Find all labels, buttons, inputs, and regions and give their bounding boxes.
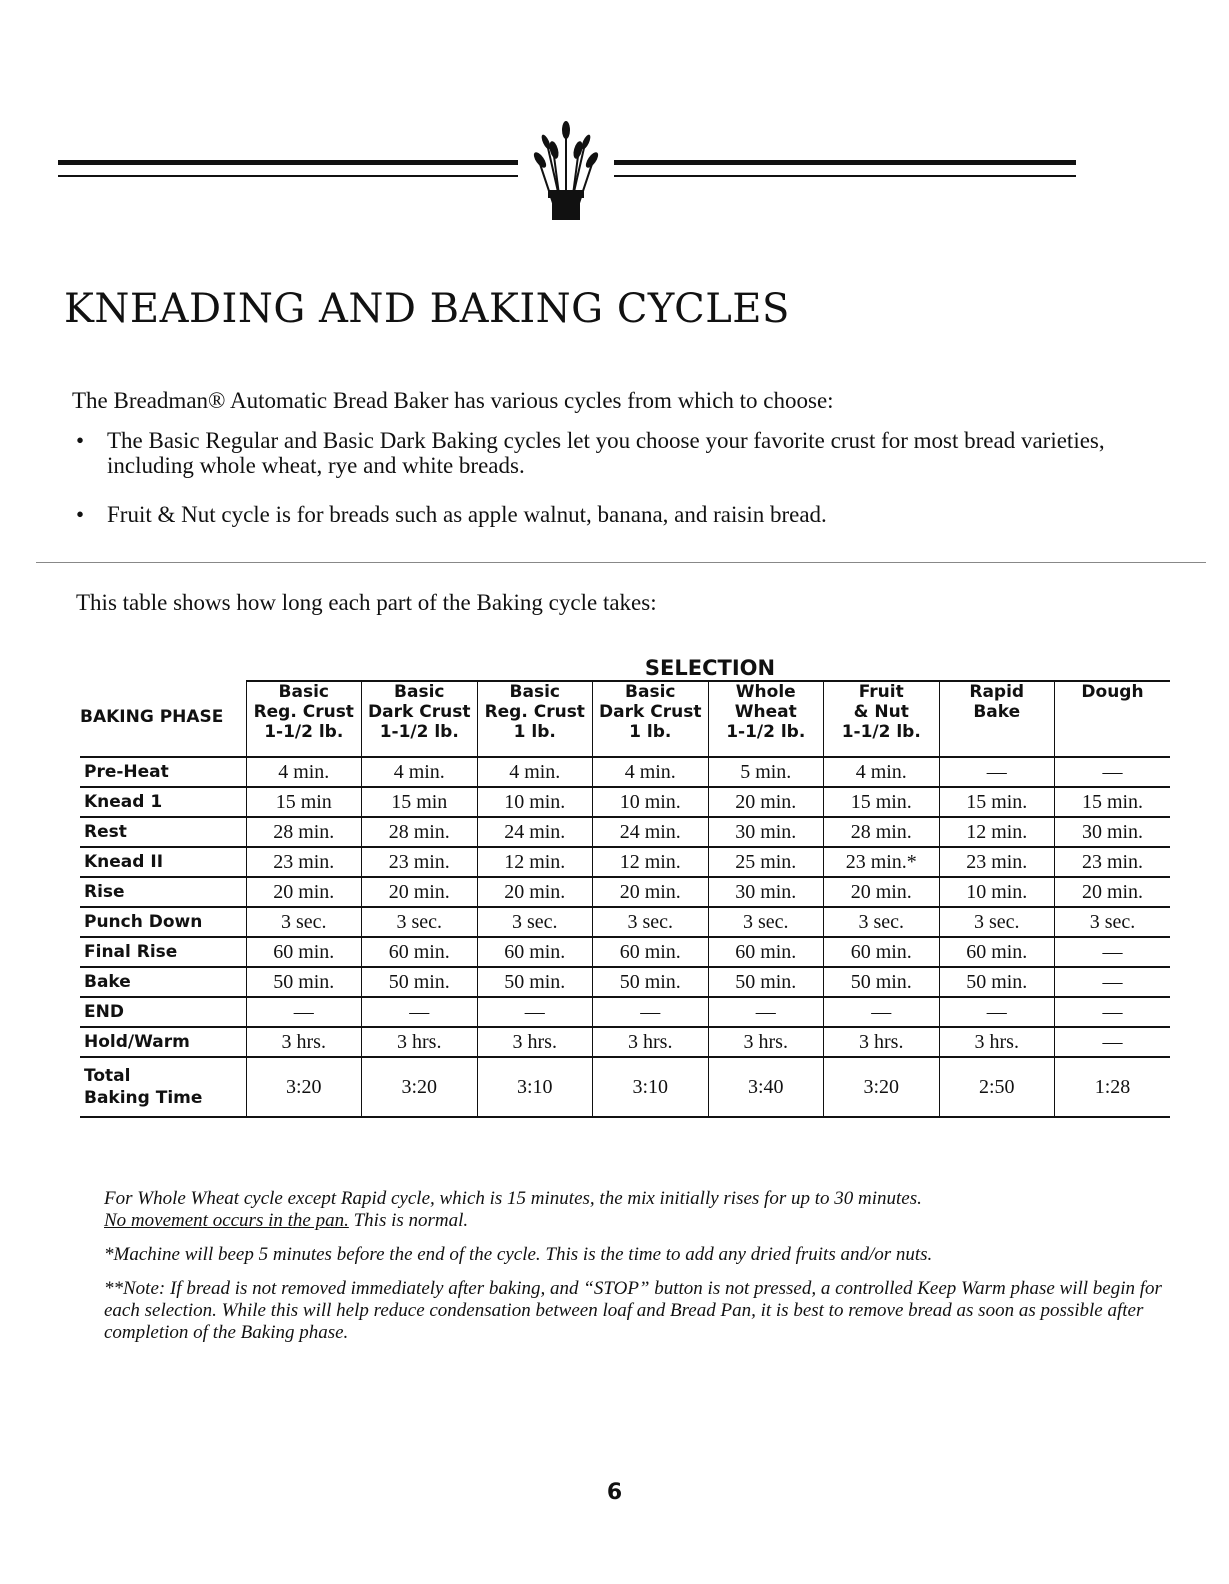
table-cell: 50 min. <box>824 967 940 997</box>
column-header: Dough <box>1055 681 1171 757</box>
table-row <box>80 937 1170 967</box>
no-movement-note: No movement occurs in the pan. <box>104 1210 349 1231</box>
table-cell: 3 hrs. <box>362 1027 478 1057</box>
table-cell: 20 min. <box>246 877 362 907</box>
table-cell: 15 min <box>246 787 362 817</box>
table-cell: 3:20 <box>246 1057 362 1117</box>
table-row <box>80 787 1170 817</box>
table-cell: 50 min. <box>939 967 1055 997</box>
table-cell: 4 min. <box>362 757 478 787</box>
total-row <box>80 1057 1170 1117</box>
table-cell: 5 min. <box>708 757 824 787</box>
section-divider <box>36 562 1206 563</box>
phase-label: Punch Down <box>80 907 246 937</box>
whole-wheat-note: For Whole Wheat cycle except Rapid cycle, which is 15 minutes, the mix initially rises for up to 30 minutes. No movement occurs in the pan. This is normal. <box>104 1188 922 1231</box>
table-cell: 10 min. <box>593 787 709 817</box>
table-cell: 23 min.* <box>824 847 940 877</box>
cycle-list <box>72 428 1132 551</box>
table-cell: 4 min. <box>593 757 709 787</box>
table-cell: 10 min. <box>939 877 1055 907</box>
table-cell: — <box>593 997 709 1027</box>
table-cell: 24 min. <box>593 817 709 847</box>
table-cell: 60 min. <box>477 937 593 967</box>
bullet-icon: • <box>76 428 85 453</box>
phase-label: Final Rise <box>80 937 246 967</box>
phase-label: Rest <box>80 817 246 847</box>
column-header-row <box>80 681 1170 757</box>
footnotes <box>104 1188 1184 1356</box>
column-header: Fruit & Nut 1-1/2 lb. <box>824 681 940 757</box>
table-cell: 60 min. <box>708 937 824 967</box>
table-cell: — <box>939 997 1055 1027</box>
total-label: Total Baking Time <box>80 1057 246 1117</box>
table-cell: 3:10 <box>593 1057 709 1117</box>
table-cell: 3 hrs. <box>708 1027 824 1057</box>
table-cell: 4 min. <box>477 757 593 787</box>
table-cell: 23 min. <box>246 847 362 877</box>
table-cell: 15 min. <box>1055 787 1171 817</box>
table-cell: 15 min <box>362 787 478 817</box>
phase-label: Knead 1 <box>80 787 246 817</box>
page-title: KNEADING AND BAKING CYCLES <box>64 286 790 332</box>
table-cell: 3 sec. <box>824 907 940 937</box>
table-cell: 25 min. <box>708 847 824 877</box>
table-cell: 4 min. <box>824 757 940 787</box>
list-item: • Fruit & Nut cycle is for breads such as apple walnut, banana, and raisin bread. <box>76 502 827 527</box>
table-cell: 30 min. <box>1055 817 1171 847</box>
bullet-icon: • <box>76 502 85 527</box>
table-intro-text: This table shows how long each part of the Baking cycle takes: <box>76 590 657 615</box>
table-cell: 12 min. <box>593 847 709 877</box>
table-cell: 60 min. <box>246 937 362 967</box>
table-cell: 60 min. <box>824 937 940 967</box>
table-row <box>80 997 1170 1027</box>
table-cell: — <box>1055 967 1171 997</box>
table-cell: 12 min. <box>477 847 593 877</box>
table-cell: 50 min. <box>477 967 593 997</box>
table-cell: — <box>362 997 478 1027</box>
table-cell: 3 sec. <box>246 907 362 937</box>
table-row <box>80 967 1170 997</box>
table-cell: 3 sec. <box>362 907 478 937</box>
table-cell: 60 min. <box>939 937 1055 967</box>
beep-note: *Machine will beep 5 minutes before the end of the cycle. This is the time to add any dried fruits and/or nuts. <box>104 1244 933 1265</box>
table-cell: 20 min. <box>824 877 940 907</box>
table-cell: 3 sec. <box>1055 907 1171 937</box>
intro-text: The Breadman® Automatic Bread Baker has various cycles from which to choose: <box>72 388 834 413</box>
table-cell: 3 hrs. <box>593 1027 709 1057</box>
table-cell: 12 min. <box>939 817 1055 847</box>
table-cell: 23 min. <box>1055 847 1171 877</box>
column-header: Basic Dark Crust 1 lb. <box>593 681 709 757</box>
wheat-sheaf-icon <box>518 118 614 226</box>
table-cell: 20 min. <box>362 877 478 907</box>
table-cell: — <box>1055 997 1171 1027</box>
table-cell: 3 hrs. <box>477 1027 593 1057</box>
column-header: Whole Wheat 1-1/2 lb. <box>708 681 824 757</box>
table-cell: 28 min. <box>824 817 940 847</box>
phase-label: Bake <box>80 967 246 997</box>
table-cell: 50 min. <box>708 967 824 997</box>
table-cell: 4 min. <box>246 757 362 787</box>
table-cell: 50 min. <box>246 967 362 997</box>
page-number: 6 <box>606 1480 623 1505</box>
table-cell: 1:28 <box>1055 1057 1171 1117</box>
table-cell: 3 sec. <box>708 907 824 937</box>
table-cell: 50 min. <box>593 967 709 997</box>
table-cell: 23 min. <box>939 847 1055 877</box>
table-cell: 20 min. <box>708 787 824 817</box>
table-cell: 10 min. <box>477 787 593 817</box>
table-cell: — <box>1055 757 1171 787</box>
table-row <box>80 847 1170 877</box>
table-cell: 60 min. <box>362 937 478 967</box>
table-cell: 3 hrs. <box>939 1027 1055 1057</box>
phase-label: Pre-Heat <box>80 757 246 787</box>
phase-label: Knead II <box>80 847 246 877</box>
table-cell: 20 min. <box>593 877 709 907</box>
table-cell: — <box>1055 937 1171 967</box>
table-cell: 3:40 <box>708 1057 824 1117</box>
table-cell: 20 min. <box>477 877 593 907</box>
baking-cycles-table <box>80 680 1170 1118</box>
table-cell: 3 sec. <box>593 907 709 937</box>
column-header: Basic Reg. Crust 1 lb. <box>477 681 593 757</box>
phase-label: END <box>80 997 246 1027</box>
table-cell: 60 min. <box>593 937 709 967</box>
table-cell: 30 min. <box>708 877 824 907</box>
table-cell: — <box>708 997 824 1027</box>
table-cell: — <box>246 997 362 1027</box>
table-body <box>80 757 1170 1117</box>
table-cell: 50 min. <box>362 967 478 997</box>
table-cell: 2:50 <box>939 1057 1055 1117</box>
table-cell: 3 sec. <box>939 907 1055 937</box>
table-cell: 23 min. <box>362 847 478 877</box>
table-row <box>80 877 1170 907</box>
table-cell: 3:10 <box>477 1057 593 1117</box>
table-cell: 15 min. <box>939 787 1055 817</box>
table-cell: 3 sec. <box>477 907 593 937</box>
table-cell: — <box>477 997 593 1027</box>
table-cell: 3 hrs. <box>246 1027 362 1057</box>
table-cell: 28 min. <box>246 817 362 847</box>
table-row <box>80 817 1170 847</box>
list-item: • The Basic Regular and Basic Dark Baking cycles let you choose your favorite crust for most bread varieties, including whole wheat, rye and white breads. <box>76 428 1105 478</box>
table-cell: — <box>824 997 940 1027</box>
table-cell: — <box>1055 1027 1171 1057</box>
column-header: Basic Reg. Crust 1-1/2 lb. <box>246 681 362 757</box>
table-cell: — <box>939 757 1055 787</box>
table-row <box>80 907 1170 937</box>
table-cell: 3:20 <box>362 1057 478 1117</box>
table-cell: 20 min. <box>1055 877 1171 907</box>
column-header: Rapid Bake <box>939 681 1055 757</box>
table-row <box>80 1027 1170 1057</box>
phase-label: Rise <box>80 877 246 907</box>
phase-label: Hold/Warm <box>80 1027 246 1057</box>
table-cell: 30 min. <box>708 817 824 847</box>
table-cell: 28 min. <box>362 817 478 847</box>
table-row <box>80 757 1170 787</box>
table-cell: 24 min. <box>477 817 593 847</box>
baking-phase-header: BAKING PHASE <box>80 707 224 727</box>
selection-heading: SELECTION <box>644 656 776 680</box>
keep-warm-note: **Note: If bread is not removed immediately after baking, and “STOP” button is not pressed, a controlled Keep Warm phase will begin for each selection. While this will help reduce condensation between loaf and Bread Pan, it is best to remove bread as soon as possible after completion of the Baking phase. <box>104 1278 1162 1343</box>
table-cell: 15 min. <box>824 787 940 817</box>
table-cell: 3 hrs. <box>824 1027 940 1057</box>
table-cell: 3:20 <box>824 1057 940 1117</box>
column-header: Basic Dark Crust 1-1/2 lb. <box>362 681 478 757</box>
